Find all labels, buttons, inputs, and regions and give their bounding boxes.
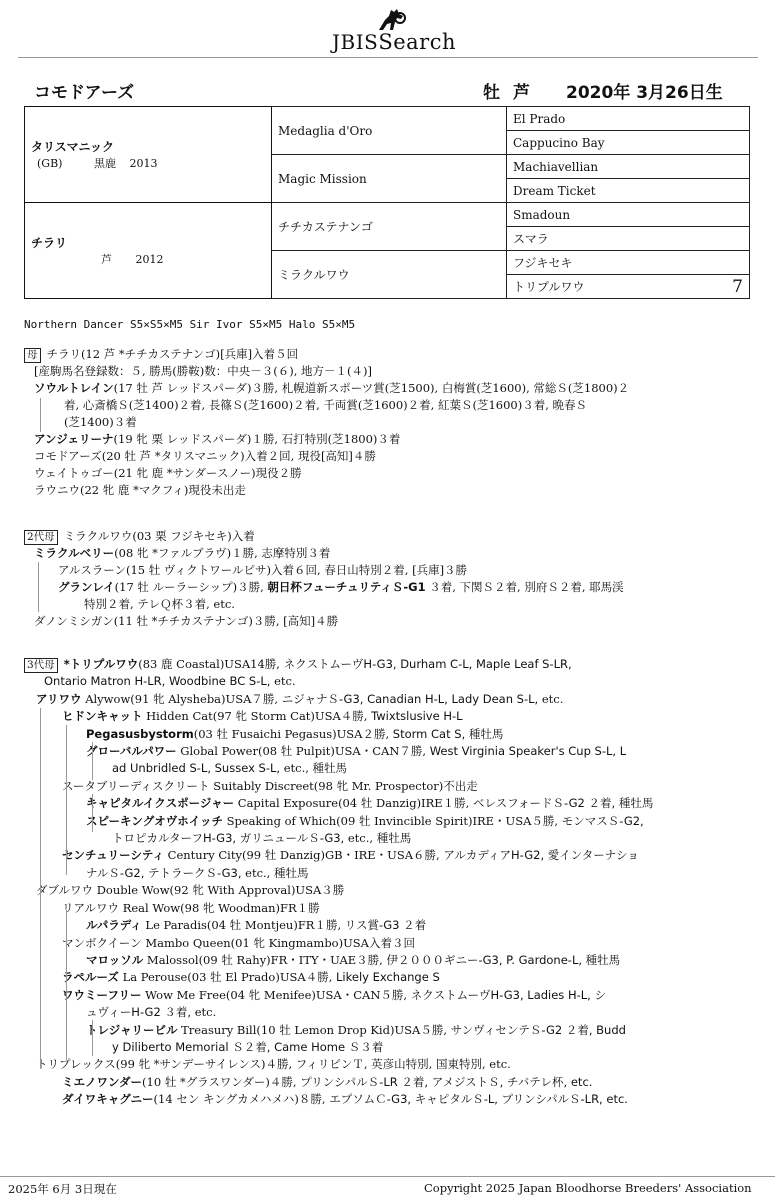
dam-section [24,346,754,499]
dam-line-3 [24,380,754,397]
g3-8 [507,275,750,299]
malossol-name[interactable]: マロッソル [86,952,144,967]
pedigree-sire [25,107,272,203]
g2-line-4-detail: (17 牡 ルーラーシップ)３勝, [114,580,268,594]
dam-line-2: [産駒馬名登録数：５, 勝馬(勝鞍)数：中央－３(６), 地方－１(４)] [34,364,373,378]
dam-line-6 [24,431,754,448]
mieno-wonder-name[interactable]: ミエノワンダー [62,1074,143,1089]
dam-year: 2012 [135,253,164,266]
footer-divider [0,1176,775,1177]
g3-r26-detail: (14 セン キングカメハメハ)８勝, [153,1092,330,1107]
g3-8-name[interactable]: トリプルワウ [513,280,585,294]
century-city-name[interactable]: センチュリーシティ [62,848,165,863]
second-dam-section [24,528,754,630]
offspring-soul-train[interactable]: ソウルトレイン [34,381,114,395]
capital-exposure-name[interactable]: キャピタルイクスポージャー [86,796,235,811]
g3-r6-detail: Global Power(08 牡 Pulpit)USA・CAN７勝, [176,744,430,759]
g3-r25-races: プリンシパルＳ-LR ２着, アメジストＳ, チバテレ杯, etc. [300,1074,593,1089]
site-logo[interactable] [332,30,456,54]
dam-name[interactable]: チラリ [31,236,68,250]
g3-r6-races: West Virginia Speaker's Cup S-L, L [429,744,627,759]
g2-line-6: ダノンミシガン(11 牡 *チチカステナンゴ)３勝, [高知]４勝 [34,614,339,628]
g2-line-2-detail: (08 牝 *ファルブラヴ)１勝, 志摩特別３着 [114,546,331,560]
alywow-name[interactable]: アリワウ [36,691,82,706]
global-power-name[interactable]: グローバルパワー [86,744,177,759]
third-dam-section [24,656,754,1109]
g3-r4-detail: Hidden Cat(97 牝 Storm Cat)USA４勝, [142,709,372,724]
g3-r8: スータブリーディスクリート Suitably Discreet(98 牝 Mr. Prospector)不出走 [62,778,478,793]
g3-r16-races: リス賞-G3 ２着 [344,918,427,933]
dam-sire[interactable]: チチカステナンゴ [272,203,507,251]
g3-r15: リアルワウ Real Wow(98 牝 Woodman)FR１勝 [62,900,320,915]
g3-r26-races: エプソムＣ-G3, キャピタルＳ-L, プリンシパルＳ-LR, etc. [329,1092,628,1107]
g3-r12-races: アルカディアH-G2, 愛インターナショ [443,848,639,863]
dam-line-8: ウェイトゥゴー(21 牝 鹿 *サンダースノー)現役２勝 [34,466,302,480]
tree-line-3d [92,742,93,780]
g3-r19-detail: La Perouse(03 牡 El Prado)USA４勝, [118,970,337,985]
g3-r5-races: Storm Cat S, 種牡馬 [392,726,504,741]
triple-wow-name[interactable]: *トリプルワウ [63,657,139,671]
g3-r13-stallion: 種牡馬 [274,865,309,880]
hidden-cat-name[interactable]: ヒドンキャット [62,709,143,724]
g3-r2-races: Ontario Matron H-LR, Woodbine BC S-L, [44,674,271,689]
sire-year: 2013 [129,157,158,170]
second-dam-tag: 2代母 [24,530,58,545]
dam-line-3-detail: (17 牡 芦 レッドスパーダ)３勝, 札幌道新スポーツ賞(芝1500), 白梅賞(芝1600), 常総Ｓ(芝1800)２ [113,381,630,395]
treasury-bill-name[interactable]: トレジャリービル [86,1022,178,1037]
tree-line [40,398,41,432]
logo-jbis: JBIS [332,30,379,54]
g3-r5-detail: (03 牡 Fusaichi Pegasus)USA２勝, [193,726,393,741]
dam-line-4: 着, 心斎橋Ｓ(芝1400)２着, 長篠Ｓ(芝1600)２着, 千両賞(芝1600)２着, 紅葉Ｓ(芝1600)３着, 晩春Ｓ [64,398,588,412]
family-number: 7 [732,277,743,297]
g3-r11-stallion: 種牡馬 [376,831,412,846]
g3-r2-etc: etc. [270,674,296,689]
footer-copyright: Copyright 2025 Japan Bloodhorse Breeders' Association [424,1181,752,1195]
g3-5[interactable]: Smadoun [507,203,750,227]
offspring-granrei[interactable]: グランレイ [58,580,115,594]
g3-r7-etc: etc., [280,761,313,776]
sire-dam[interactable]: Magic Mission [272,155,507,203]
g3-r1-detail: (83 鹿 Coastal)USA14勝, [138,657,284,671]
g3-r9-races: ベレスフォードＳ-G2 ２着, 種牡馬 [472,796,654,811]
g3-r3-races: ニジャナＳ-G3, Canadian H-L, Lady Dean S-L, [281,691,539,706]
horse-birth: 2020年 3月26日生 [566,83,723,103]
g3-r23: y Diliberto Memorial Ｓ２着, Came Home Ｓ３着 [112,1039,384,1054]
g3-6[interactable]: スマラ [507,227,750,251]
g3-r13-races: ナルＳ-G2, テトラークＳ-G3, [86,865,242,880]
g3-r21-etc: etc. [191,1005,217,1020]
logo-search: Search [378,30,456,54]
g3-r3-detail: Alywow(91 牝 Alysheba)USA７勝, [81,691,282,706]
le-paradis-name[interactable]: ルパラディ [86,918,142,933]
inbreeding-crosses: Northern Dancer S5×S5×M5 Sir Ivor S5×M5 Halo S5×M5 [24,318,356,331]
footer-date: 2025年 6月 3日現在 [8,1182,117,1196]
g3-r18-races: 伊２０００ギニー-G3, P. Gardone-L, 種牡馬 [386,952,621,967]
g3-r10-races: モンマスＳ-G2, [561,813,644,828]
pedigree-table [24,106,750,299]
g3-r22-detail: Treasury Bill(10 牡 Lemon Drop Kid)USA５勝, [177,1022,451,1037]
dam-color: 芦 [101,253,112,266]
tree-line-3e [92,794,93,832]
g3-r7-races: ad Unbridled S-L, Sussex S-L, [112,761,281,776]
pegasusbystorm-name[interactable]: Pegasusbystorm [86,726,194,741]
g3-r12-detail: Century City(99 牡 Danzig)GB・IRE・USA６勝, [164,848,444,863]
tree-line-2 [38,562,39,612]
g3-r20-detail: Wow Me Free(04 牝 Menifee)USA・CAN５勝, [141,987,411,1002]
g3-r13-etc: etc., [241,865,274,880]
g3-r16-detail: Le Paradis(04 牡 Montjeu)FR１勝, [141,918,345,933]
wow-me-free-name[interactable]: ワウミーフリー [62,987,142,1002]
dam-line-5: (芝1400)３着 [64,415,137,429]
g3-r22-races: サンヴィセンテＳ-G2 ２着, Budd [450,1022,626,1037]
g3-r1-races: ネクストムーヴH-G3, Durham C-L, Maple Leaf S-LR, [283,657,572,671]
g3-2[interactable]: Cappucino Bay [507,131,750,155]
g3-r10-detail: Speaking of Which(09 牡 Invincible Spirit)IRE・USA５勝, [222,813,562,828]
g3-r24: トリプレックス(99 牝 *サンデーサイレンス)４勝, フィリピンＴ, 英彦山特別, 国東特別, etc. [36,1057,511,1072]
g3-r25-detail: (10 牡 *グラスワンダー)４勝, [142,1074,301,1089]
horse-color: 芦 [513,83,530,103]
header-divider [18,57,758,58]
tree-line-3c [66,910,67,1060]
g3-4[interactable]: Dream Ticket [507,179,750,203]
dam-line-9: ラウニウ(22 牝 鹿 *マクフィ)現役未出走 [34,483,246,497]
g3-r3-etc: etc. [538,691,564,706]
la-perouse-name[interactable]: ラペルーズ [62,970,119,985]
g3-r20-races: ネクストムーヴH-G3, Ladies H-L, シ [410,987,606,1002]
g2-line-4-race: 朝日杯フューチュリティＳ-G1 [267,580,426,594]
g2-line-1: ミラクルワウ(03 栗 フジキセキ)入着 [63,529,255,543]
g3-r11-races: トロピカルターフH-G3, ガリニュールＳ-G3, [112,831,345,846]
g3-7[interactable]: フジキセキ [507,251,750,275]
g2-line-2 [24,545,754,562]
g2-line-5: 特別２着, テレＱ杯３着, etc. [84,597,235,611]
dam-dam[interactable]: ミラクルワウ [272,251,507,299]
tree-line-3a [40,708,41,1068]
sire-color: 黒鹿 [93,157,116,170]
pedigree-dam [25,203,272,299]
g2-line-3: アルスラーン(15 牡 ヴィクトワールピサ)入着６回, 春日山特別２着, [兵庫]３勝 [58,563,468,577]
g3-r11-etc: etc., [344,831,377,846]
third-dam-tag: 3代母 [24,658,58,673]
g2-line-4-rest: ３着, 下関Ｓ２着, 別府Ｓ２着, 耶馬渓 [425,580,624,594]
sire-name[interactable]: タリスマニック [31,140,115,154]
horse-name: コモドアーズ [34,83,135,103]
g3-r19-races: Likely Exchange S [336,970,440,985]
g3-r4-races: Twixtslusive H-L [371,709,463,724]
dam-line-6-detail: (19 牝 栗 レッドスパーダ)１勝, 石打特別(芝1800)３着 [113,432,401,446]
dam-tag: 母 [24,348,41,363]
g3-1[interactable]: El Prado [507,107,750,131]
sire-sire[interactable]: Medaglia d'Oro [272,107,507,155]
g3-r18-detail: Malossol(09 牡 Rahy)FR・ITY・UAE３勝, [143,952,387,967]
g3-3[interactable]: Machiavellian [507,155,750,179]
g3-r17: マンボクイーン Mambo Queen(01 牝 Kingmambo)USA入着３回 [62,935,415,950]
sire-country: (GB) [37,157,63,170]
g3-r14: ダブルワウ Double Wow(92 牝 With Approval)USA３勝 [36,883,345,898]
dam-line-1: チラリ(12 芦 *チチカステナンゴ)[兵庫]入着５回 [46,347,299,361]
g3-r7-stallion: 種牡馬 [312,761,348,776]
tree-line-3f [92,1020,93,1056]
speaking-of-which-name[interactable]: スピーキングオヴホイッチ [86,813,223,828]
offspring-miracle-berry[interactable]: ミラクルベリー [34,546,115,560]
tree-line-3b [66,725,67,875]
horse-sex: 牡 [483,83,500,103]
offspring-angelina[interactable]: アンジェリーナ [34,432,114,446]
dam-line-7: コモドアーズ(20 牡 芦 *タリスマニック)入着２回, 現役[高知]４勝 [34,449,376,463]
g3-r9-detail: Capital Exposure(04 牡 Danzig)IRE１勝, [234,796,473,811]
g2-line-4 [24,579,754,596]
daiwa-cagney-name[interactable]: ダイワキャグニー [62,1092,154,1107]
g3-r21-races: ュヴィーH-G2 ３着, [86,1005,192,1020]
